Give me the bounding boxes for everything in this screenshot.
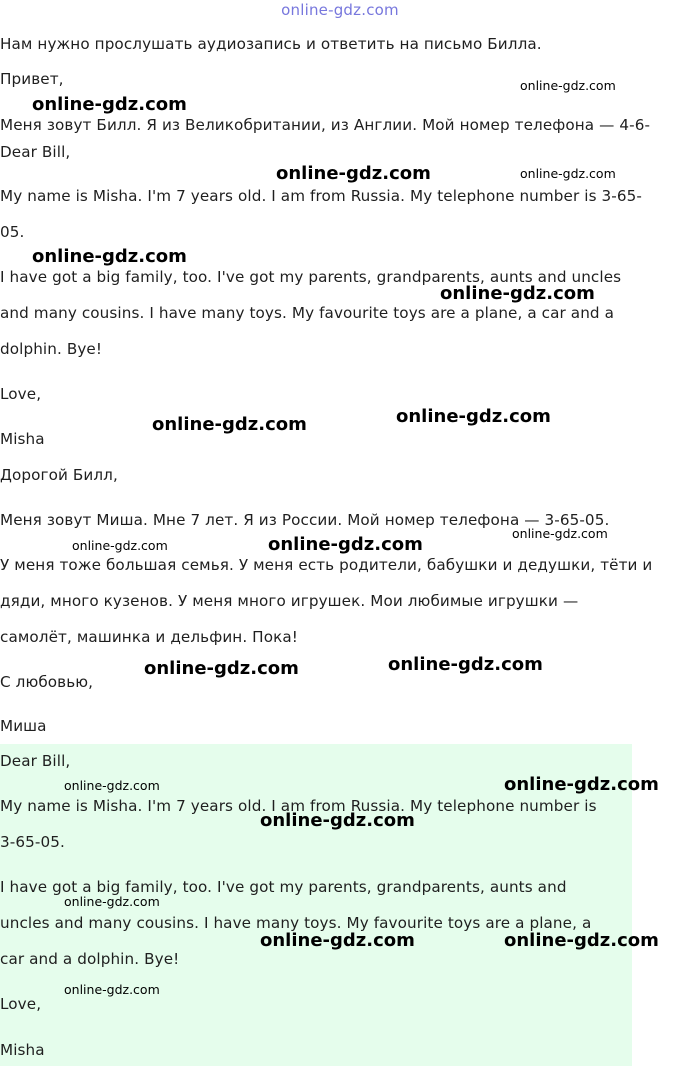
answer-line: My name is Misha. I'm 7 years old. I am from Russia. My telephone number is xyxy=(0,797,597,815)
watermark: online-gdz.com xyxy=(144,658,299,679)
watermark: online-gdz.com xyxy=(388,654,543,675)
watermark: online-gdz.com xyxy=(64,982,160,997)
reply-signature-en: Misha xyxy=(0,430,45,448)
watermark: online-gdz.com xyxy=(64,894,160,909)
watermark: online-gdz.com xyxy=(520,78,616,93)
task-instruction: Нам нужно прослушать аудиозапись и ответить на письмо Билла. xyxy=(0,35,542,53)
answer-line: I have got a big family, too. I've got my parents, grandparents, aunts and xyxy=(0,878,567,896)
reply-line-en: My name is Misha. I'm 7 years old. I am from Russia. My telephone number is 3-65- xyxy=(0,187,642,205)
reply-line-en: dolphin. Bye! xyxy=(0,340,103,358)
reply-line-en: I have got a big family, too. I've got my parents, grandparents, aunts and uncles xyxy=(0,268,622,286)
answer-line: uncles and many cousins. I have many toys. My favourite toys are a plane, a xyxy=(0,914,592,932)
watermark: online-gdz.com xyxy=(72,538,168,553)
watermark: online-gdz.com xyxy=(520,166,616,181)
site-logo: online-gdz.com xyxy=(281,1,399,19)
letter-line-ru: Меня зовут Билл. Я из Великобритании, из Англии. Мой номер телефона — 4-6- xyxy=(0,116,651,134)
answer-greeting: Dear Bill, xyxy=(0,752,71,770)
reply-line-en: and many cousins. I have many toys. My favourite toys are a plane, a car and a xyxy=(0,304,615,322)
watermark: online-gdz.com xyxy=(268,534,423,555)
watermark: online-gdz.com xyxy=(152,414,307,435)
reply-signoff-ru: С любовью, xyxy=(0,673,94,691)
letter-greeting-ru: Привет, xyxy=(0,70,64,88)
answer-line: car and a dolphin. Bye! xyxy=(0,950,180,968)
reply-line-ru: У меня тоже большая семья. У меня есть родители, бабушки и дедушки, тёти и xyxy=(0,556,653,574)
watermark: online-gdz.com xyxy=(512,526,608,541)
watermark: online-gdz.com xyxy=(32,246,187,267)
watermark: online-gdz.com xyxy=(440,283,595,304)
watermark: online-gdz.com xyxy=(260,810,415,831)
reply-signature-ru: Миша xyxy=(0,717,47,735)
watermark: online-gdz.com xyxy=(504,774,659,795)
reply-line-en: 05. xyxy=(0,223,25,241)
answer-signature: Misha xyxy=(0,1041,45,1059)
reply-line-ru: самолёт, машинка и дельфин. Пока! xyxy=(0,628,298,646)
watermark: online-gdz.com xyxy=(504,930,659,951)
watermark: online-gdz.com xyxy=(64,778,160,793)
reply-line-ru: дяди, много кузенов. У меня много игрушек. Мои любимые игрушки — xyxy=(0,592,579,610)
reply-greeting-en: Dear Bill, xyxy=(0,143,71,161)
answer-line: 3-65-05. xyxy=(0,833,65,851)
watermark: online-gdz.com xyxy=(260,930,415,951)
reply-greeting-ru: Дорогой Билл, xyxy=(0,466,118,484)
reply-line-ru: Меня зовут Миша. Мне 7 лет. Я из России. Мой номер телефона — 3-65-05. xyxy=(0,511,610,529)
answer-signoff: Love, xyxy=(0,995,42,1013)
watermark: online-gdz.com xyxy=(276,163,431,184)
watermark: online-gdz.com xyxy=(32,94,187,115)
watermark: online-gdz.com xyxy=(396,406,551,427)
reply-signoff-en: Love, xyxy=(0,385,42,403)
